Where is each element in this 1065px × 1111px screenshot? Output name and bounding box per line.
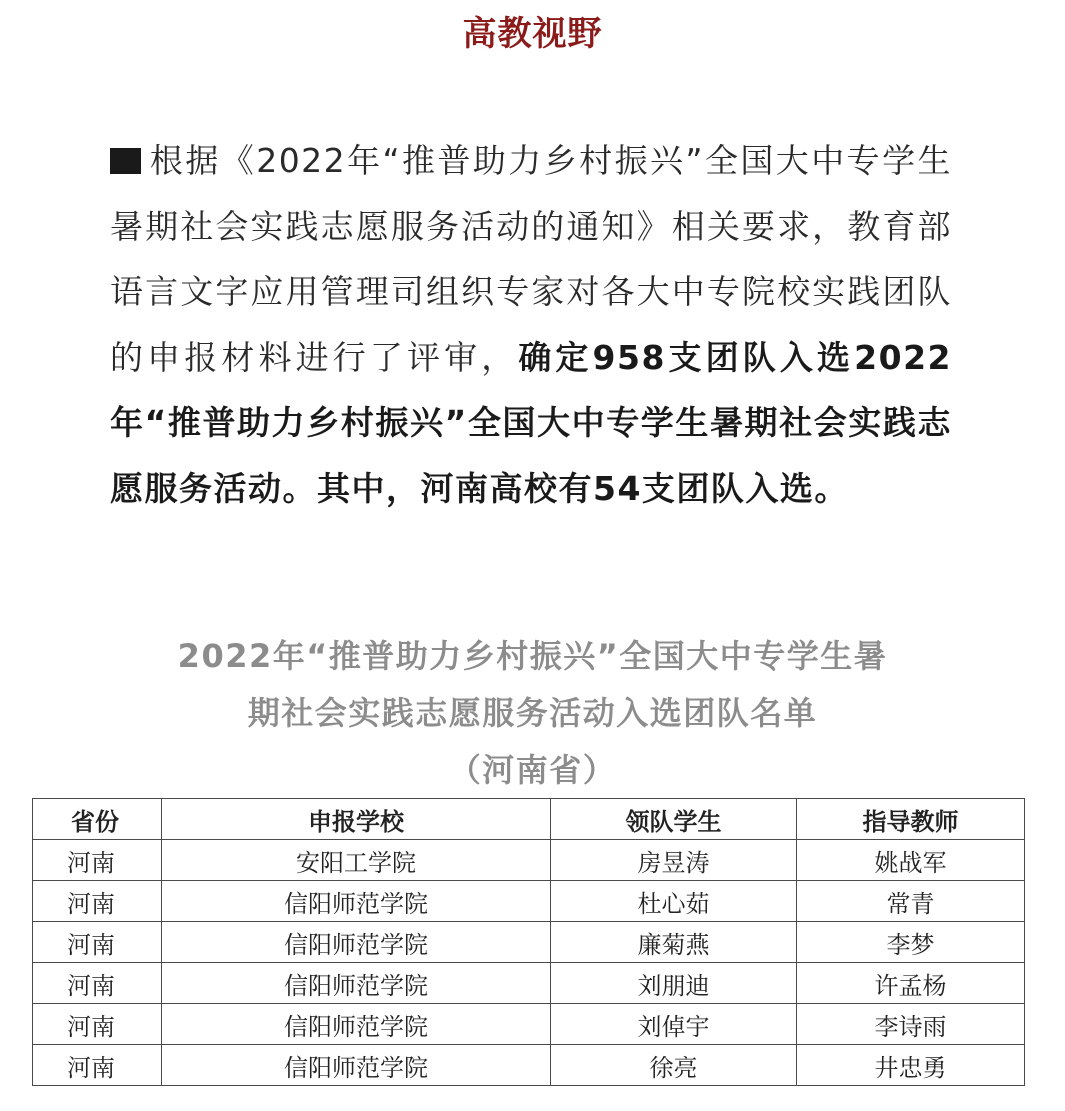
team-list-table <box>32 798 1025 1086</box>
cell-school: 信阳师范学院 <box>162 1004 551 1045</box>
cell-leader: 廉菊燕 <box>551 922 797 963</box>
article-paragraph <box>110 128 952 521</box>
header-school: 申报学校 <box>162 799 551 840</box>
table-header-row <box>33 799 1025 840</box>
cell-leader: 刘倬宇 <box>551 1004 797 1045</box>
cell-school: 信阳师范学院 <box>162 922 551 963</box>
article-text: 根据《2022年“推普助力乡村振兴”全国大中专学生暑期社会实践志愿服务活动的通知》相关要求，教育部语言文字应用管理司组织专家对各大中专院校实践团队的申报材料进行了评审， <box>110 141 952 377</box>
cell-leader: 刘朋迪 <box>551 963 797 1004</box>
masthead-title: 高教视野 <box>462 14 603 54</box>
list-title <box>0 628 1065 799</box>
list-title-line-3: （河南省） <box>448 751 617 789</box>
list-title-line-1: 2022年“推普助力乡村振兴”全国大中专学生暑 <box>177 637 888 675</box>
square-bullet-icon <box>110 148 141 174</box>
cell-advisor: 常青 <box>797 881 1025 922</box>
cell-advisor: 井忠勇 <box>797 1045 1025 1086</box>
cell-advisor: 许孟杨 <box>797 963 1025 1004</box>
cell-school: 信阳师范学院 <box>162 881 551 922</box>
cell-advisor: 姚战军 <box>797 840 1025 881</box>
cell-province: 河南 <box>33 881 162 922</box>
header-advisor: 指导教师 <box>797 799 1025 840</box>
cell-advisor: 李诗雨 <box>797 1004 1025 1045</box>
cell-province: 河南 <box>33 963 162 1004</box>
cell-leader: 徐亮 <box>551 1045 797 1086</box>
cell-school: 信阳师范学院 <box>162 1045 551 1086</box>
table-row <box>33 1045 1025 1086</box>
cell-province: 河南 <box>33 840 162 881</box>
table-row <box>33 963 1025 1004</box>
table-row <box>33 840 1025 881</box>
list-title-line-2: 期社会实践志愿服务活动入选团队名单 <box>247 694 818 732</box>
table-row <box>33 881 1025 922</box>
article-highlight-text: 确定958支团队入选2022年“推普助力乡村振兴”全国大中专学生暑期社会实践志愿服务活动。其中，河南高校有54支团队入选。 <box>110 337 952 508</box>
table-row <box>33 1004 1025 1045</box>
cell-leader: 房昱涛 <box>551 840 797 881</box>
cell-school: 安阳工学院 <box>162 840 551 881</box>
cell-advisor: 李梦 <box>797 922 1025 963</box>
header-leader: 领队学生 <box>551 799 797 840</box>
cell-leader: 杜心茹 <box>551 881 797 922</box>
table-row <box>33 922 1025 963</box>
cell-school: 信阳师范学院 <box>162 963 551 1004</box>
header-province: 省份 <box>33 799 162 840</box>
cell-province: 河南 <box>33 1045 162 1086</box>
cell-province: 河南 <box>33 1004 162 1045</box>
cell-province: 河南 <box>33 922 162 963</box>
